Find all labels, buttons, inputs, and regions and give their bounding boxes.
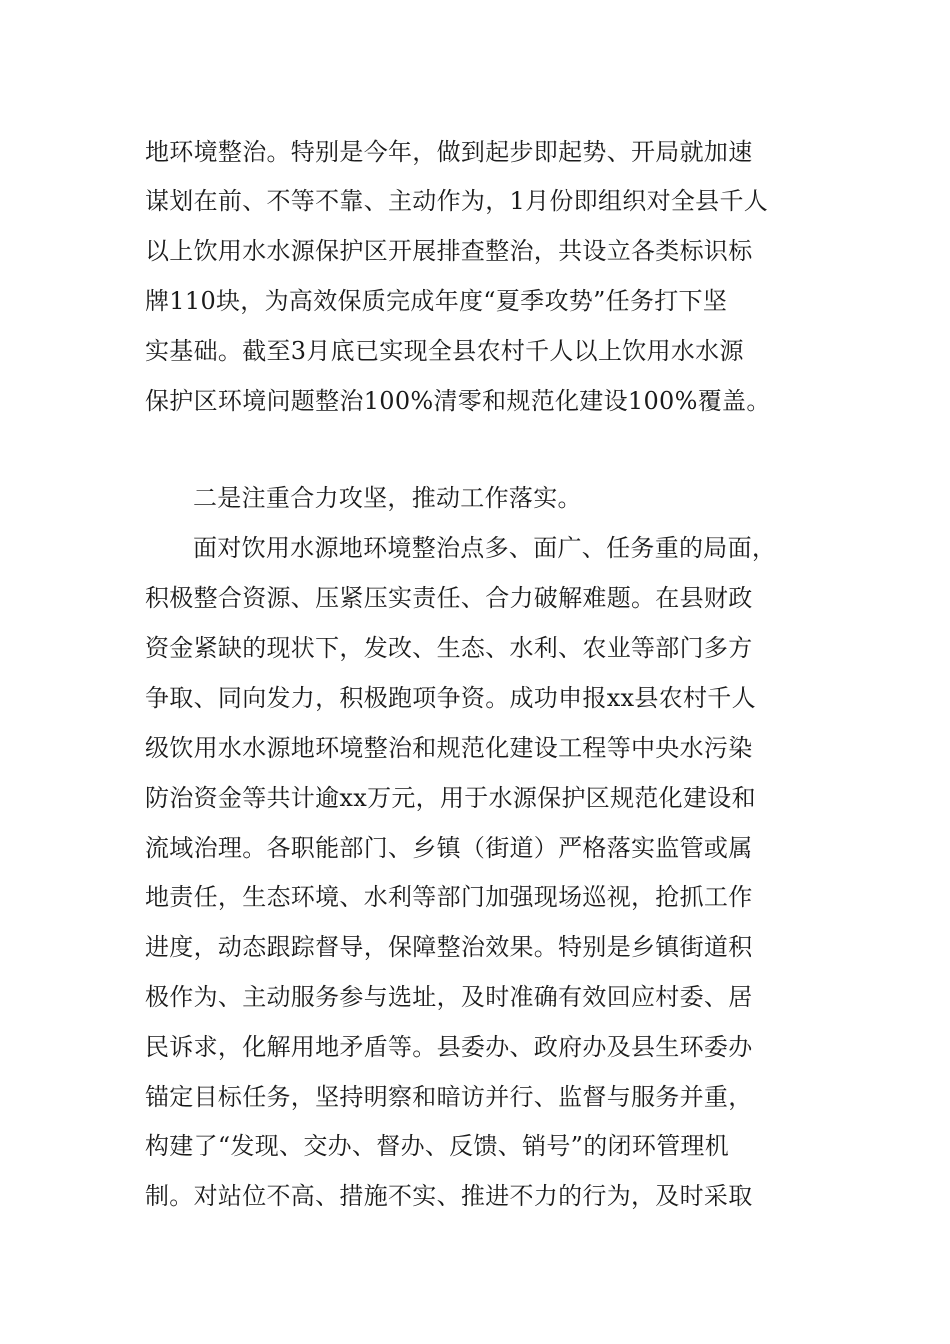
text-line: 地环境整治。特别是今年，做到起步即起势、开局就加速 (145, 138, 753, 166)
text-line: 争取、同向发力，积极跑项争资。成功申报xx县农村千人 (145, 684, 756, 712)
text-line: 资金紧缺的现状下，发改、生态、水利、农业等部门多方 (145, 634, 753, 662)
text-line: 积极整合资源、压紧压实责任、合力破解难题。在县财政 (145, 584, 753, 612)
section-heading: 二是注重合力攻坚，推动工作落实。 (193, 484, 582, 512)
text-line: 进度，动态跟踪督导，保障整治效果。特别是乡镇街道积 (145, 933, 753, 961)
text-line: 面对饮用水源地环境整治点多、面广、任务重的局面， (193, 534, 777, 562)
text-line: 保护区环境问题整治100%清零和规范化建设100%覆盖。 (145, 387, 771, 415)
text-line: 民诉求，化解用地矛盾等。县委办、政府办及县生环委办 (145, 1033, 753, 1061)
text-line: 牌110块，为高效保质完成年度“夏季攻势”任务打下坚 (145, 287, 728, 315)
text-line: 锚定目标任务，坚持明察和暗访并行、监督与服务并重， (145, 1083, 753, 1111)
text-line: 构建了“发现、交办、督办、反馈、销号”的闭环管理机 (145, 1132, 730, 1160)
text-line: 防治资金等共计逾xx万元，用于水源保护区规范化建设和 (145, 784, 756, 812)
text-line: 流域治理。各职能部门、乡镇（街道）严格落实监管或属 (145, 834, 753, 862)
text-line: 极作为、主动服务参与选址，及时准确有效回应村委、居 (145, 983, 753, 1011)
text-line: 谋划在前、不等不靠、主动作为，1月份即组织对全县千人 (145, 187, 769, 215)
text-line: 实基础。截至3月底已实现全县农村千人以上饮用水水源 (145, 337, 744, 365)
text-line: 地责任，生态环境、水利等部门加强现场巡视，抢抓工作 (145, 883, 753, 911)
text-line: 以上饮用水水源保护区开展排查整治，共设立各类标识标 (145, 237, 753, 265)
text-line: 级饮用水水源地环境整治和规范化建设工程等中央水污染 (145, 734, 753, 762)
text-line: 制。对站位不高、措施不实、推进不力的行为，及时采取 (145, 1182, 753, 1210)
